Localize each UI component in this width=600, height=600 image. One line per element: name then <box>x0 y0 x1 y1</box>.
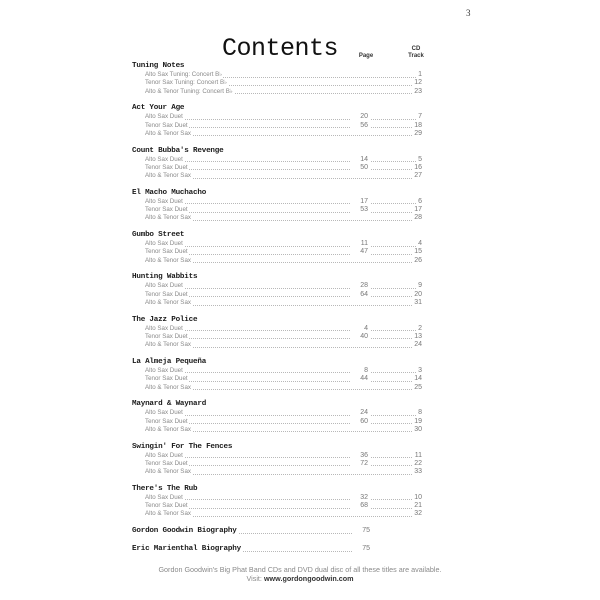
toc-entry-page: 72 <box>350 460 370 468</box>
footer-visit-label: Visit: <box>246 574 264 583</box>
toc-entry[interactable] <box>132 113 422 121</box>
toc-entry-cd-track: 29 <box>414 129 422 137</box>
toc-entry-label: Alto & Tenor Sax <box>145 172 191 180</box>
toc-entry-cd-track: 26 <box>414 256 422 264</box>
toc-entry-cd-track: 24 <box>414 341 422 349</box>
footer-availability-text: Gordon Goodwin's Big Phat Band CDs and DVD dual disc of all these titles are available. <box>158 565 442 574</box>
toc-entry[interactable] <box>132 257 422 265</box>
toc-entry-cd-track: 4 <box>418 240 422 248</box>
toc-entry-cd-track: 30 <box>414 425 422 433</box>
toc-entry-cd-track: 27 <box>414 172 422 180</box>
toc-entry-cd-track: 9 <box>418 282 422 290</box>
toc-entry-page: 17 <box>350 198 370 206</box>
toc-entry-page: 68 <box>350 502 370 510</box>
toc-entry-cd-track: 18 <box>414 121 422 129</box>
dot-leader <box>145 330 420 331</box>
toc-section <box>132 272 422 307</box>
toc-section-title[interactable]: Hunting Wabbits <box>132 273 198 282</box>
toc-entry-page: 32 <box>350 494 370 502</box>
toc-entry-cd-track: 13 <box>414 332 422 340</box>
toc-entry[interactable] <box>132 426 422 434</box>
toc-entry-label: Alto & Tenor Sax <box>145 129 191 137</box>
toc-entry-label: Alto & Tenor Tuning: Concert B♭ <box>145 87 233 95</box>
dot-leader <box>145 203 420 204</box>
toc-entry-label: Alto Sax Duet <box>145 324 183 332</box>
toc-entry-cd-track: 25 <box>414 383 422 391</box>
toc-entry-label: Alto & Tenor Sax <box>145 510 191 518</box>
toc-entry-label: Alto & Tenor Sax <box>145 425 191 433</box>
toc-entry-label: Alto Sax Duet <box>145 409 183 417</box>
footer-url-link[interactable]: www.gordongoodwin.com <box>263 574 354 583</box>
column-header-page: Page <box>358 53 374 59</box>
toc-entry-label: Alto Sax Duet <box>145 197 183 205</box>
toc-entry-cd-track: 19 <box>414 417 422 425</box>
toc-entry[interactable] <box>132 384 422 392</box>
toc-biography-label: Eric Marienthal Biography <box>132 545 241 554</box>
toc-entry-page: 24 <box>350 409 370 417</box>
toc-entry-label: Alto Sax Duet <box>145 451 183 459</box>
toc-entry-label: Alto Sax Tuning: Concert B♭ <box>145 71 223 78</box>
toc-entry[interactable] <box>132 130 422 138</box>
toc-entry-label: Tenor Sax Duet <box>145 121 188 129</box>
toc-entry-label: Alto & Tenor Sax <box>145 341 191 349</box>
toc-entry-label: Tenor Sax Duet <box>145 459 188 467</box>
dot-leader <box>145 499 420 500</box>
toc-entry-cd-track: 21 <box>414 502 422 510</box>
toc-entry[interactable] <box>132 409 422 417</box>
toc-section <box>132 315 422 350</box>
toc-entry[interactable] <box>132 291 422 299</box>
toc-entry-page: 8 <box>350 367 370 375</box>
toc-entry[interactable] <box>132 164 422 172</box>
page-title: Contents <box>221 33 339 63</box>
toc-entry[interactable] <box>132 494 422 502</box>
dot-leader <box>145 457 420 458</box>
toc-entry-cd-track: 20 <box>414 290 422 298</box>
toc-entry-cd-track: 32 <box>414 510 422 518</box>
toc-section-title[interactable]: There's The Rub <box>132 484 198 493</box>
toc-entry-label: Tenor Sax Duet <box>145 417 188 425</box>
toc-entry-label: Tenor Sax Tuning: Concert B♭ <box>145 79 228 87</box>
toc-entry-label: Tenor Sax Duet <box>145 502 188 510</box>
toc-entry-label: Alto Sax Duet <box>145 493 183 501</box>
toc-entry-page: 47 <box>350 248 370 256</box>
toc-entry[interactable] <box>132 248 422 256</box>
toc-entry-cd-track: 14 <box>414 375 422 383</box>
toc-entry-page: 44 <box>350 375 370 383</box>
toc-biography-label: Gordon Goodwin Biography <box>132 527 237 536</box>
toc-entry-label: Tenor Sax Duet <box>145 163 188 171</box>
toc-section <box>132 399 422 434</box>
toc-entry-cd-track: 22 <box>414 459 422 467</box>
toc-entry[interactable] <box>132 156 422 164</box>
toc-entry-page: 28 <box>350 282 370 290</box>
toc-entry[interactable] <box>132 122 422 130</box>
toc-entry[interactable] <box>132 79 422 87</box>
toc-entry-label: Tenor Sax Duet <box>145 206 188 214</box>
toc-entry[interactable] <box>132 510 422 518</box>
toc-entry[interactable] <box>132 418 422 426</box>
toc-entry-label: Alto Sax Duet <box>145 155 183 163</box>
toc-entry-cd-track: 12 <box>414 79 422 87</box>
toc-entry-page: 20 <box>350 113 370 121</box>
toc-section-title[interactable]: Swingin' For The Fences <box>132 442 233 451</box>
toc-entry-page: 4 <box>350 325 370 333</box>
toc-entry-label: Alto Sax Duet <box>145 240 183 248</box>
toc-entry-cd-track: 10 <box>414 493 422 501</box>
toc-entry-page: 11 <box>350 240 370 248</box>
toc-entry-page: 60 <box>350 418 370 426</box>
toc-section-title[interactable]: Count Bubba's Revenge <box>132 146 224 155</box>
table-of-contents <box>132 61 422 562</box>
toc-entry-page: 14 <box>350 156 370 164</box>
toc-entry[interactable] <box>132 299 422 307</box>
footer-visit-line <box>0 574 600 583</box>
toc-entry-label: Alto & Tenor Sax <box>145 256 191 264</box>
toc-entry-cd-track: 3 <box>418 366 422 374</box>
column-header-cd-line1: CD <box>411 46 421 52</box>
toc-section-title[interactable]: Maynard & Waynard <box>132 400 207 409</box>
toc-biography-page: 75 <box>352 544 370 554</box>
toc-section <box>132 61 422 96</box>
toc-entry-label: Alto & Tenor Sax <box>145 468 191 476</box>
toc-entry-label: Tenor Sax Duet <box>145 290 188 298</box>
dot-leader <box>145 246 420 247</box>
toc-section <box>132 230 422 265</box>
toc-entry[interactable] <box>132 214 422 222</box>
toc-section <box>132 188 422 223</box>
toc-entry-cd-track: 15 <box>414 248 422 256</box>
toc-entry-cd-track: 11 <box>414 451 422 459</box>
toc-entry-cd-track: 2 <box>418 324 422 332</box>
toc-section <box>132 146 422 181</box>
toc-entry-label: Alto & Tenor Sax <box>145 299 191 306</box>
toc-entry-label: Alto Sax Duet <box>145 282 183 290</box>
toc-entry-cd-track: 5 <box>418 155 422 163</box>
toc-biography-entry[interactable] <box>132 526 422 536</box>
dot-leader <box>145 161 420 162</box>
toc-section-title[interactable]: Act Your Age <box>132 104 185 113</box>
toc-entry-page: 50 <box>350 164 370 172</box>
toc-section <box>132 484 422 519</box>
footer <box>0 565 600 583</box>
toc-entry-cd-track: 6 <box>418 197 422 205</box>
dot-leader <box>145 415 420 416</box>
dot-leader <box>145 372 420 373</box>
toc-entry-cd-track: 23 <box>414 87 422 95</box>
toc-biography-page: 75 <box>352 526 370 536</box>
page-number: 3 <box>466 8 471 18</box>
toc-entry-page: 53 <box>350 206 370 214</box>
toc-section-title[interactable]: Gumbo Street <box>132 231 185 240</box>
toc-section-title[interactable]: La Almeja Pequeña <box>132 357 207 366</box>
toc-entry[interactable] <box>132 172 422 180</box>
dot-leader <box>145 288 420 289</box>
toc-entry[interactable] <box>132 198 422 206</box>
toc-section-title[interactable]: Tuning Notes <box>132 62 185 70</box>
toc-entry[interactable] <box>132 460 422 468</box>
toc-entry-page: 36 <box>350 452 370 460</box>
toc-entry[interactable] <box>132 88 422 96</box>
toc-entry-cd-track: 8 <box>418 409 422 417</box>
toc-biography-entry[interactable] <box>132 544 422 554</box>
toc-entry-page: 56 <box>350 122 370 130</box>
toc-entry[interactable] <box>132 325 422 333</box>
toc-entry[interactable] <box>132 375 422 383</box>
toc-entry[interactable] <box>132 341 422 349</box>
toc-entry-cd-track: 16 <box>414 163 422 171</box>
toc-entry-cd-track: 7 <box>418 113 422 121</box>
toc-section-title[interactable]: The Jazz Police <box>132 315 198 324</box>
toc-entry-page: 64 <box>350 291 370 299</box>
toc-entry-label: Tenor Sax Duet <box>145 375 188 383</box>
column-header-cd-track <box>406 46 426 60</box>
toc-entry-cd-track: 28 <box>414 214 422 222</box>
column-header-cd-line2: Track <box>408 53 424 59</box>
toc-entry-label: Alto Sax Duet <box>145 366 183 374</box>
toc-section <box>132 103 422 138</box>
toc-entry[interactable] <box>132 452 422 460</box>
toc-entry-page: 40 <box>350 333 370 341</box>
dot-leader <box>145 119 420 120</box>
toc-entry-cd-track: 31 <box>414 299 422 306</box>
toc-entry-cd-track: 1 <box>418 71 422 78</box>
toc-entry-cd-track: 33 <box>414 468 422 476</box>
toc-entry-cd-track: 17 <box>414 206 422 214</box>
toc-entry-label: Alto & Tenor Sax <box>145 214 191 222</box>
toc-entry-label: Tenor Sax Duet <box>145 332 188 340</box>
toc-section <box>132 357 422 392</box>
toc-entry[interactable] <box>132 282 422 290</box>
toc-entry-label: Tenor Sax Duet <box>145 248 188 256</box>
toc-entry-label: Alto & Tenor Sax <box>145 383 191 391</box>
toc-section <box>132 442 422 477</box>
toc-entry[interactable] <box>132 468 422 476</box>
toc-entry-label: Alto Sax Duet <box>145 113 183 121</box>
toc-section-title[interactable]: El Macho Muchacho <box>132 188 207 197</box>
